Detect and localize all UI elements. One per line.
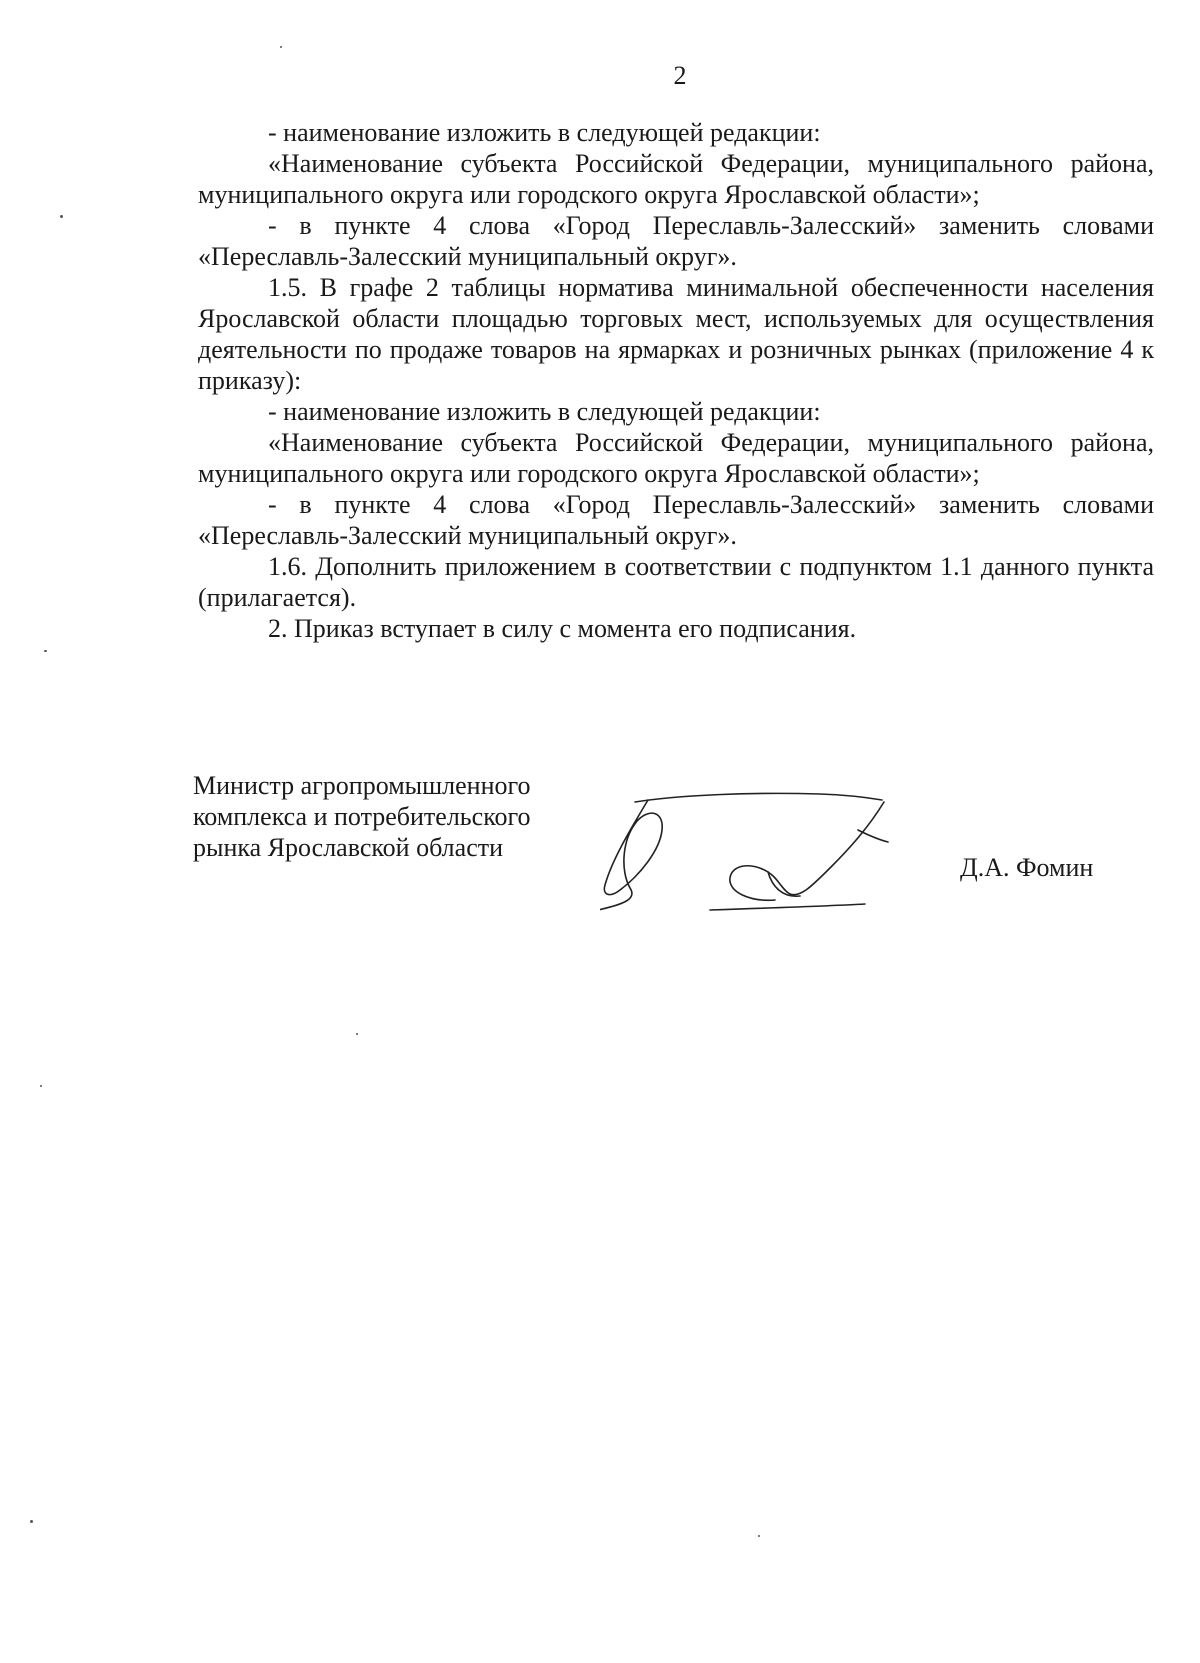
signatory-position-line: рынка Ярославской области <box>193 833 504 862</box>
signatory-position-line: Министр агропромышленного <box>193 771 531 800</box>
scan-speck <box>280 46 282 48</box>
scan-speck <box>30 1520 33 1523</box>
scan-speck <box>60 215 63 218</box>
scan-speck <box>40 1085 42 1087</box>
signatory-position-line: комплекса и потребительского <box>193 802 531 831</box>
paragraph: - наименование изложить в следующей редакции: <box>268 397 821 426</box>
signatory-name: Д.А. Фомин <box>960 853 1094 882</box>
scan-speck <box>356 1033 358 1035</box>
scan-speck <box>758 1535 760 1537</box>
paragraph: «Наименование субъекта Российской Федерации, муниципального района, муниципального округа или городского округа Ярославской области»; <box>198 149 1154 209</box>
page-number: 2 <box>673 61 687 90</box>
paragraph: «Наименование субъекта Российской Федерации, муниципального района, муниципального округа или городского округа Ярославской области»; <box>198 428 1154 488</box>
paragraph: - в пункте 4 слова «Город Переславль-Залесский» заменить словами «Переславль-Залесский муниципальный округ». <box>198 211 1154 271</box>
paragraph: - наименование изложить в следующей редакции: <box>268 118 821 147</box>
paragraph: 2. Приказ вступает в силу с момента его подписания. <box>268 614 857 643</box>
scan-speck <box>44 650 47 652</box>
paragraph: 1.6. Дополнить приложением в соответствии с подпунктом 1.1 данного пункта (прилагается). <box>198 552 1154 612</box>
paragraph: - в пункте 4 слова «Город Переславль-Залесский» заменить словами «Переславль-Залесский муниципальный округ». <box>198 490 1154 550</box>
handwritten-signature <box>600 790 930 920</box>
document-body <box>198 117 1154 644</box>
signatory-position <box>193 770 613 863</box>
paragraph: 1.5. В графе 2 таблицы норматива минимальной обеспеченности населения Ярославской области площадью торговых мест, используемых для осуществления деятельности по продаже товаров на ярмарках и розничных рынках (приложение 4 к приказу): <box>198 273 1154 395</box>
